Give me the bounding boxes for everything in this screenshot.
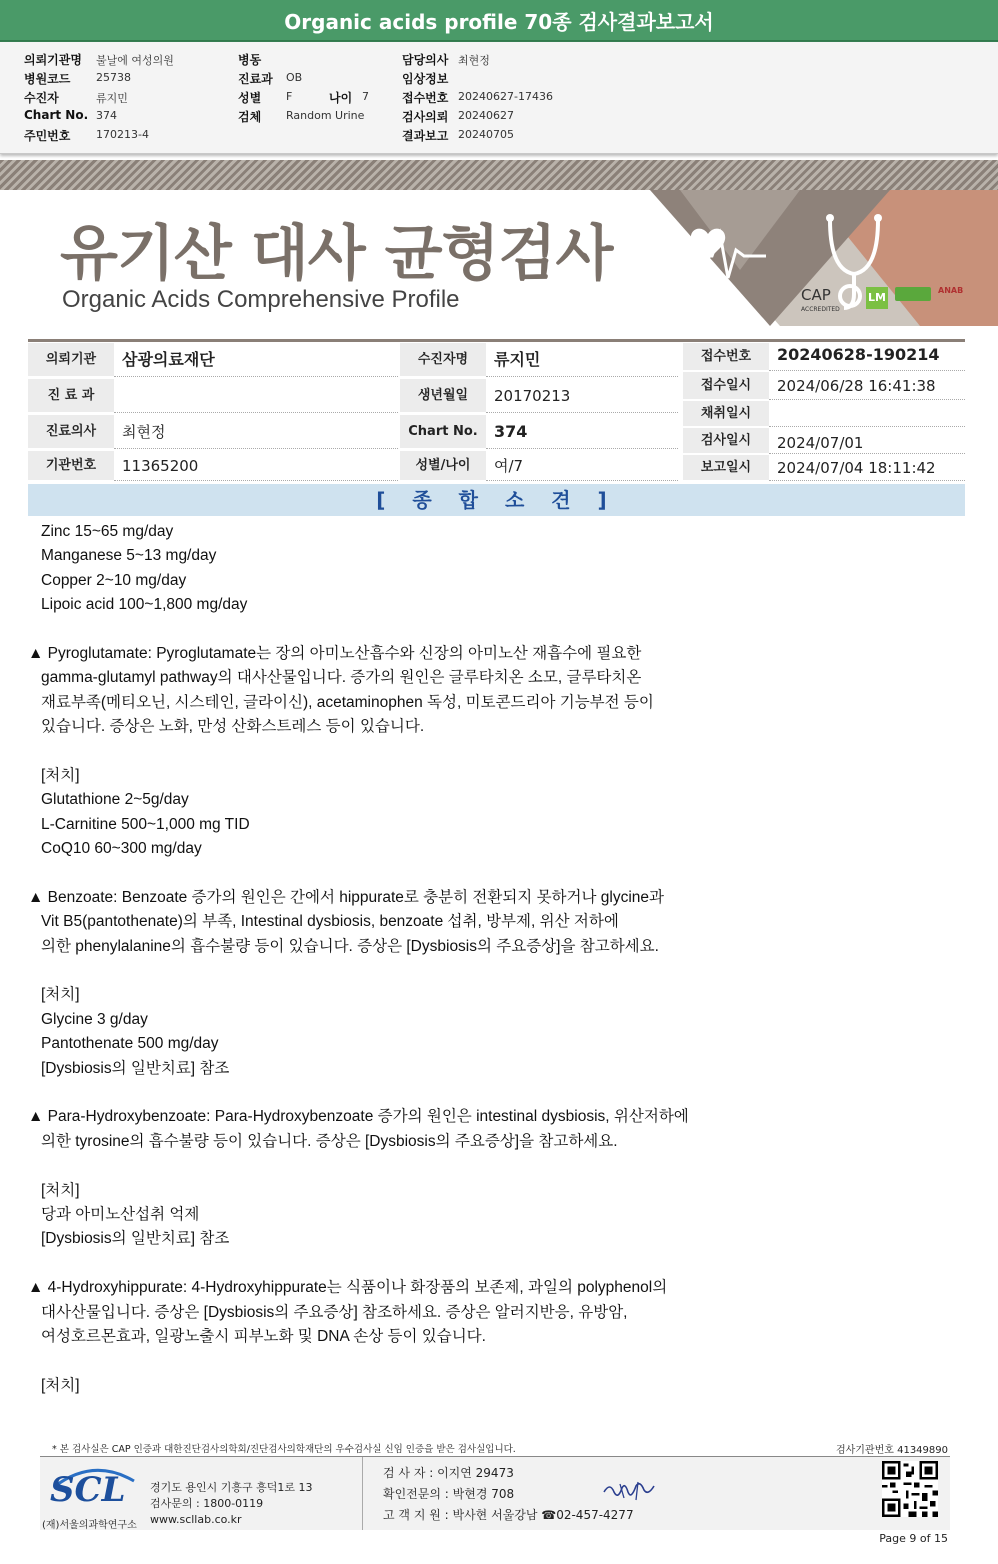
blank-line (28, 959, 958, 983)
request-info-panel (0, 42, 998, 154)
request-field-label: 병동 (238, 53, 262, 67)
request-field (402, 89, 553, 106)
label-birth: 생년월일 (400, 379, 486, 413)
request-field (238, 108, 365, 125)
finding-heading: ▲ Benzoate: Benzoate 증가의 원인은 간에서 hippurate로 충분히 전환되지 못하거나 glycine과 (28, 888, 664, 906)
request-field-label: 의뢰기관명 (24, 53, 82, 67)
request-field-value: 374 (96, 109, 117, 122)
label-receipt-no: 접수번호 (683, 343, 769, 371)
value-test-date: 2024/07/01 (769, 428, 965, 454)
footer-tester: 검 사 자 : 이지연 29473 (383, 1466, 514, 1480)
signature-icon (600, 1478, 660, 1504)
request-field (402, 70, 448, 87)
request-field (24, 89, 128, 106)
blank-line (28, 1081, 958, 1105)
report-title-korean: 유기산 대사 균형검사 (60, 219, 613, 289)
label-collect-date: 채취일시 (683, 401, 769, 427)
request-field-label: 성별 (238, 91, 262, 105)
content-line: Glutathione 2~5g/day (41, 791, 189, 809)
value-patient-name: 류지민 (486, 343, 678, 377)
content-line: 대사산물입니다. 증상은 [Dysbiosis의 주요증상] 참조하세요. 증상은 알러지반응, 유방암, (41, 1303, 628, 1321)
value-institution: 삼광의료재단 (114, 343, 398, 377)
label-chart-no: Chart No. (400, 415, 486, 449)
request-field-value: 불날에 여성의원 (96, 54, 174, 67)
request-field-value: 20240705 (458, 128, 514, 141)
summary-section-title: [ 종 합 소 견 ] (28, 484, 965, 516)
label-receipt-date: 접수일시 (683, 372, 769, 400)
value-receipt-date: 2024/06/28 16:41:38 (769, 372, 965, 400)
value-inst-no: 11365200 (114, 451, 398, 481)
content-line: 여성호르몬효과, 일광노출시 피부노화 및 DNA 손상 등이 있습니다. (41, 1327, 486, 1345)
request-field-label: 진료과 (238, 72, 273, 86)
request-field-label: 접수번호 (402, 91, 449, 105)
label-inst-no: 기관번호 (28, 451, 114, 481)
request-field-value: 25738 (96, 71, 131, 84)
request-field-label: Chart No. (24, 108, 89, 122)
request-field-label: 수진자 (24, 91, 59, 105)
value-report-date: 2024/07/04 18:11:42 (769, 455, 965, 481)
request-field (402, 108, 514, 125)
finding-heading: ▲ Para-Hydroxybenzoate: Para-Hydroxybenzoate 증가의 원인은 intestinal dysbiosis, 위산저하에 (28, 1108, 689, 1126)
request-field-value: Random Urine (286, 109, 365, 122)
footer-address: 경기도 용인시 기흥구 흥덕1로 13 (150, 1481, 313, 1494)
footer-support: 고 객 지 원 : 박사현 서울강남 ☎02-457-4277 (383, 1508, 634, 1522)
blank-line (28, 1252, 958, 1276)
request-field (24, 51, 174, 68)
footer-phone: 검사문의 : 1800-0119 (150, 1497, 264, 1510)
request-field-label: 검체 (238, 110, 262, 124)
content-line: Lipoic acid 100~1,800 mg/day (41, 596, 248, 614)
content-line: [처치] (41, 986, 80, 1004)
content-line: CoQ10 60~300 mg/day (41, 840, 202, 858)
footer-confirmer: 확인전문의 : 박현경 708 (383, 1487, 515, 1501)
request-field (238, 70, 303, 87)
request-field-label: 주민번호 (24, 129, 71, 143)
request-field (24, 70, 131, 87)
content-line: 있습니다. 증상은 노화, 만성 산화스트레스 등이 있습니다. (41, 718, 425, 736)
qr-code-icon (882, 1461, 938, 1517)
content-line: 당과 아미노산섭취 억제 (41, 1205, 200, 1223)
footer-certification-note: * 본 검사실은 CAP 인증과 대한진단검사의학회/진단검사의학재단의 우수검사실 신임 인증을 받은 검사실입니다. (52, 1444, 516, 1455)
scl-logo: SCL (50, 1470, 126, 1510)
content-line: Glycine 3 g/day (41, 1010, 148, 1028)
page-number: Page 9 of 15 (879, 1532, 948, 1545)
request-field-value: 류지민 (96, 92, 128, 105)
content-line: gamma-glutamyl pathway의 대사산물입니다. 증가의 원인은 글루타치온 소모, 글루타치온 (41, 669, 642, 687)
content-line: [Dysbiosis의 일반치료] 참조 (41, 1230, 230, 1248)
request-field-label: 담당의사 (402, 53, 449, 67)
anab-badge: ANAB (938, 286, 964, 295)
value-collect-date (769, 401, 965, 427)
label-patient-name: 수진자명 (400, 343, 486, 377)
content-line: [Dysbiosis의 일반치료] 참조 (41, 1059, 230, 1077)
footer-address-block (150, 1480, 313, 1528)
request-field-value: 170213-4 (96, 128, 149, 141)
blank-line (28, 618, 958, 642)
footer-institution-code: 검사기관번호 41349890 (835, 1445, 948, 1456)
content-line: Manganese 5~13 mg/day (41, 547, 217, 565)
label-test-date: 검사일시 (683, 428, 769, 454)
value-doctor: 최현정 (114, 415, 398, 449)
request-field-value: 20240627-17436 (458, 90, 553, 103)
content-line: 의한 tyrosine의 흡수불량 등이 있습니다. 증상은 [Dysbiosis의 주요증상]을 참고하세요. (41, 1132, 618, 1150)
table-top-rule (28, 339, 965, 342)
value-department (114, 379, 398, 413)
content-line: 재료부족(메티오닌, 시스테인, 글라이신), acetaminophen 독성, 미토콘드리아 기능부전 등이 (41, 693, 654, 711)
label-institution: 의뢰기관 (28, 343, 114, 377)
request-field-value: OB (286, 71, 303, 84)
footer-divider (362, 1457, 363, 1530)
content-line: [처치] (41, 766, 80, 784)
request-field-value: F (286, 90, 293, 103)
value-receipt-no: 20240628-190214 (769, 343, 965, 371)
request-field-value: 최현정 (458, 54, 490, 67)
request-field (24, 108, 117, 122)
content-line: [처치] (41, 1181, 80, 1199)
footer-staff-block (383, 1463, 634, 1526)
request-field-label: 임상정보 (402, 72, 449, 86)
label-sex-age: 성별/나이 (400, 451, 486, 481)
patient-info-table (28, 343, 965, 481)
request-field (238, 51, 261, 68)
request-field-label: 결과보고 (402, 129, 449, 143)
age-field: 나이 7 (329, 90, 369, 105)
request-field (402, 127, 514, 144)
blank-line (28, 740, 958, 764)
blank-line (28, 1154, 958, 1178)
content-line: 의한 phenylalanine의 흡수불량 등이 있습니다. 증상은 [Dysbiosis의 주요증상]을 참고하세요. (41, 937, 659, 955)
content-line: [처치] (41, 1376, 80, 1394)
content-line: Pantothenate 500 mg/day (41, 1035, 219, 1053)
value-sex-age: 여/7 (486, 451, 678, 481)
label-department: 진 료 과 (28, 379, 114, 413)
content-line: Copper 2~10 mg/day (41, 571, 187, 589)
request-field-label: 검사의뢰 (402, 110, 449, 124)
finding-heading: ▲ Pyroglutamate: Pyroglutamate는 장의 아미노산흡수와 신장의 아미노산 재흡수에 필요한 (28, 644, 642, 662)
kola-badge (895, 287, 931, 301)
request-field-label: 병원코드 (24, 72, 71, 86)
lm-badge: LM (866, 287, 888, 309)
request-field-value: 20240627 (458, 109, 514, 122)
footer-website[interactable]: www.scllab.co.kr (150, 1513, 242, 1526)
summary-content (28, 520, 958, 1398)
content-line: Vit B5(pantothenate)의 부족, Intestinal dysbiosis, benzoate 섭취, 방부제, 위산 저하에 (41, 913, 619, 931)
label-doctor: 진료의사 (28, 415, 114, 449)
label-report-date: 보고일시 (683, 455, 769, 481)
report-banner-title: Organic acids profile 70종 검사결과보고서 (0, 0, 998, 42)
request-field (402, 51, 490, 68)
finding-heading: ▲ 4-Hydroxyhippurate: 4-Hydroxyhippurate는 식품이나 화장품의 보존제, 과일의 polyphenol의 (28, 1279, 668, 1297)
request-field (238, 89, 293, 106)
value-chart-no: 374 (486, 415, 678, 449)
value-birth: 20170213 (486, 379, 678, 413)
report-title-english: Organic Acids Comprehensive Profile (62, 286, 460, 313)
blank-line (28, 861, 958, 885)
content-line: L-Carnitine 500~1,000 mg TID (41, 815, 250, 833)
footer-institution-name: (재)서울의과학연구소 (42, 1520, 137, 1531)
content-line: Zinc 15~65 mg/day (41, 523, 174, 540)
request-field (24, 127, 149, 144)
blank-line (28, 1349, 958, 1373)
cap-badge: CAP ACCREDITED (801, 286, 840, 313)
